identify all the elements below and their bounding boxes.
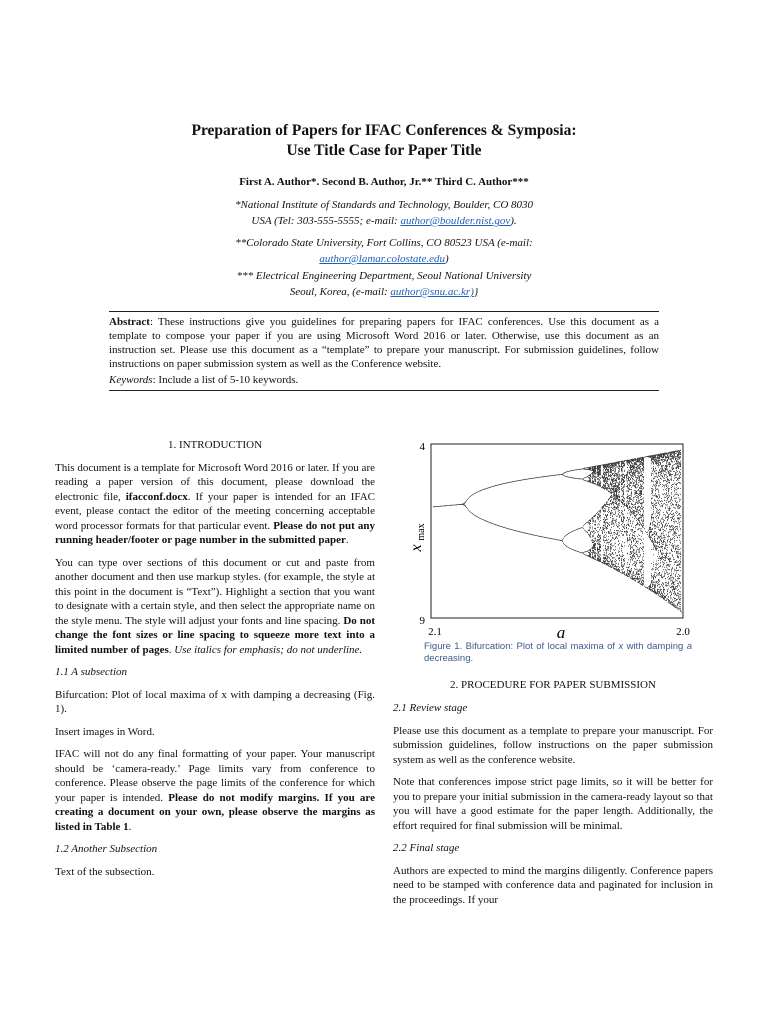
author-list: First A. Author*. Second B. Author, Jr.** Third C. Author***: [239, 176, 529, 188]
x-axis-right-label: 2.0: [676, 626, 690, 638]
title-line-2: Use Title Case for Paper Title: [286, 142, 482, 159]
abstract-text: : These instructions give you guidelines for preparing papers for IFAC conferences. Use this document as a template to compose your paper if you are using Microsoft Word 2016 or later. Otherwise, use this document as an instruction set. Please use this document as a “template” to prepare your manuscript. For submission guidelines, follow instructions on paper submission system as well as the Conference website.: [109, 316, 659, 370]
keywords-text: : Include a list of 5-10 keywords.: [152, 374, 299, 386]
subsection-heading-2-1: 2.1 Review stage: [393, 702, 468, 714]
keywords-label: Keywords: [109, 374, 153, 386]
subsection-heading-1-1: 1.1 A subsection: [55, 666, 128, 678]
subsection-heading-1-2: 1.2 Another Subsection: [55, 843, 158, 855]
right-column: [393, 701, 713, 915]
x-axis-title: a: [556, 623, 566, 642]
paper-title: [0, 121, 768, 161]
affiliation-3: *** Electrical Engineering Department, Seoul National University Seoul, Korea, (e-mail: author@snu.ac.kr)}: [236, 270, 532, 298]
section-heading-procedure: 2. PROCEDURE FOR PAPER SUBMISSION: [450, 679, 656, 691]
subsection-paragraph-2: Insert images in Word.: [55, 725, 155, 738]
section-heading-introduction: 1. INTRODUCTION: [167, 439, 263, 451]
subsection-heading-2-2: 2.2 Final stage: [393, 842, 460, 854]
subsection-paragraph-4: Text of the subsection.: [55, 865, 155, 878]
review-paragraph-2: Note that conferences impose strict page limits, so it will be better for you to prepare your initial submission in the camera-ready layout so that you will have a good estimate for the paper length. Additionally, the effort required for final submission will be minimal.: [393, 776, 713, 832]
email-link-2[interactable]: author@lamar.colostate.edu: [319, 253, 445, 265]
intro-paragraph-2: You can type over sections of this document or cut and paste from another document and then use markup styles. (for example, the style at this point in the document is “Text”). Highlight a section that you want to designate with a certain style, and then select the appropriate name on the style menu. The style will adjust your fonts and line spacing. Do not change the font sizes or line spacing to squeeze more text into a limited number of pages. Use italics for emphasis; do not underline.: [55, 556, 375, 656]
abstract-label: Abstract: [109, 316, 150, 328]
abstract-block: [109, 311, 659, 391]
review-paragraph-1: Please use this document as a template to prepare your manuscript. For submission guidelines, follow instructions on the paper submission system as well as the conference website.: [393, 724, 713, 766]
left-column: [55, 438, 375, 887]
final-stage-paragraph: Authors are expected to mind the margins diligently. Conference papers need to be stamped with conference data and paginated for inclusion in the proceedings. If your: [393, 864, 713, 906]
y-axis-top-label: 4: [419, 441, 425, 453]
figure-caption: Figure 1. Bifurcation: Plot of local maxima of x with damping a decreasing.: [424, 641, 692, 664]
subsection-paragraph-1: Bifurcation: Plot of local maxima of x with damping a decreasing (Fig. 1).: [55, 688, 375, 715]
bifurcation-figure: [395, 438, 700, 643]
email-link-3[interactable]: author@snu.ac.kr): [390, 286, 474, 298]
affiliation-2: **Colorado State University, Fort Collins, CO 80523 USA (e-mail: author@lamar.colostate.edu): [235, 237, 533, 265]
subsection-paragraph-3: IFAC will not do any final formatting of your paper. Your manuscript should be ‘camera-ready.’ Page limits vary from conference to conference. Please observe the page limits of the conference for which your paper is intended. Please do not modify margins. If you are creating a document on your own, please observe the margins as listed in Table 1.: [55, 748, 375, 833]
x-axis-left-label: 2.1: [428, 626, 442, 638]
y-axis-title: x: [408, 544, 425, 552]
y-axis-bottom-label: 9: [419, 615, 425, 627]
email-link-1[interactable]: author@boulder.nist.gov: [400, 215, 511, 227]
y-axis-title-subscript: max: [416, 523, 427, 541]
affiliation-1: *National Institute of Standards and Technology, Boulder, CO 8030 USA (Tel: 303-555-5555; e-mail: author@boulder.nist.gov).: [234, 199, 534, 227]
title-line-1: Preparation of Papers for IFAC Conferences & Symposia:: [191, 122, 577, 139]
intro-paragraph-1: This document is a template for Microsoft Word 2016 or later. If you are reading a paper version of this document, please download the electronic file, ifacconf.docx. If your paper is intended for an IFAC event, please contact the editor of the meeting concerning acceptable word processor formats for that particular event. Please do not put any running header/footer or page number in the submitted paper.: [55, 461, 375, 546]
